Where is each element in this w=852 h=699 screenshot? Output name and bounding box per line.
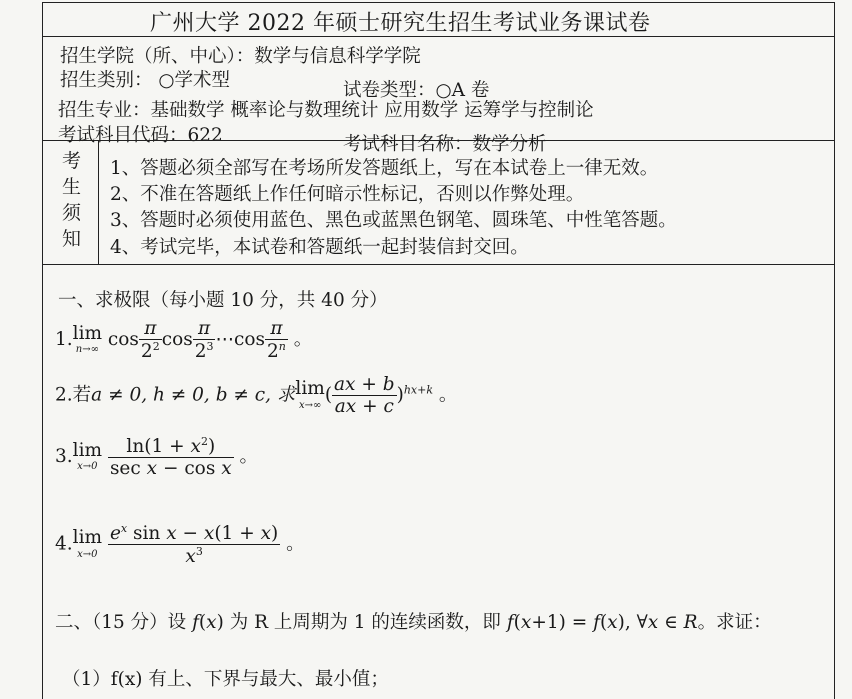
fraction: $\frac{ax + b}{ax + c}$: [334, 374, 395, 417]
exam-title: 广州大学 2022 年硕士研究生招生考试业务课试卷: [150, 11, 651, 36]
question-4: 4.lim x→0 $\frac{e^x \sin x - x(1 + x)}{x^3}$ 。: [55, 522, 305, 568]
header-paper-type: 试卷类型：○A 卷: [343, 80, 490, 101]
section2-heading: 二、（15 分）设 f(x) 为 R 上周期为 1 的连续函数，即 f(x+1) = f(x), ∀x ∈ R。求证：: [55, 612, 772, 633]
notice-label-char: 须: [62, 202, 82, 224]
section2-part1: （1）f(x) 有上、下界与最大、最小值；: [62, 669, 389, 690]
question-3: 3.lim x→0 $\frac{\ln(1 + x^2)}{\text{sec x − cos x}}$ 。: [55, 435, 259, 480]
notice-label-char: 知: [62, 228, 82, 250]
notice-label-char: 生: [62, 176, 82, 198]
notice-bottom-border: [42, 264, 835, 265]
fraction: $\frac{\ln(1 + x^2)}{\text{sec x − cos x}}$: [109, 435, 232, 480]
q1-number: 1.: [55, 329, 73, 351]
notice-divider: [98, 140, 99, 264]
notice-item-3: 3、答题时必须使用蓝色、黑色或蓝黑色钢笔、圆珠笔、中性笔答题。: [110, 210, 677, 231]
header-subject-name: 考试科目名称：数学分析: [343, 134, 547, 155]
header-category: 招生类别： ○学术型: [60, 70, 231, 91]
lim-operator: lim x→0: [72, 527, 103, 560]
notice-top-border: [42, 140, 835, 141]
q3-number: 3.: [55, 446, 73, 468]
lim-operator: lim n→∞: [72, 322, 103, 356]
q4-number: 4.: [55, 533, 73, 555]
lim-operator: lim x→0: [72, 439, 103, 473]
question-2: 2.若a ≠ 0, h ≠ 0, b ≠ c, 求lim x→∞ ( $\frac{ax + b}{ax + c}$ )$^{hx+k}$ 。: [55, 374, 458, 417]
fraction: $\frac{\pi}{2^3}$: [194, 318, 214, 363]
notice-item-2: 2、不准在答题纸上作任何暗示性标记，否则以作弊处理。: [110, 184, 585, 205]
notice-item-1: 1、答题必须全部写在考场所发答题纸上，写在本试卷上一律无效。: [110, 158, 659, 179]
fraction: $\frac{e^x \sin x - x(1 + x)}{x^3}$: [109, 522, 279, 568]
notice-item-4: 4、考试完毕，本试卷和答题纸一起封装信封交回。: [110, 237, 529, 258]
lim-operator: lim x→∞: [295, 378, 325, 411]
fraction: $\frac{\pi}{2^n}$: [266, 318, 286, 363]
notice-label-char: 考: [62, 150, 82, 172]
header-code: 考试科目代码：622: [58, 125, 223, 146]
q2-prefix: 2.若: [55, 384, 92, 406]
fraction: $\frac{\pi}{2^2}$: [140, 318, 160, 363]
question-1: 1.lim n→∞ cos $\frac{\pi}{2^2}$ cos $\frac{\pi}{2^3}$ ⋯cos $\frac{\pi}{2^n}$ 。: [55, 318, 313, 363]
section1-heading: 一、求极限（每小题 10 分，共 40 分）: [58, 290, 388, 311]
header-college: 招生学院（所、中心）：数学与信息科学学院: [60, 46, 421, 67]
q2-condition: a ≠ 0, h ≠ 0, b ≠ c, 求: [91, 384, 296, 406]
header-major: 招生专业：基础数学 概率论与数理统计 应用数学 运筹学与控制论: [58, 100, 594, 121]
title-divider: [42, 36, 835, 37]
